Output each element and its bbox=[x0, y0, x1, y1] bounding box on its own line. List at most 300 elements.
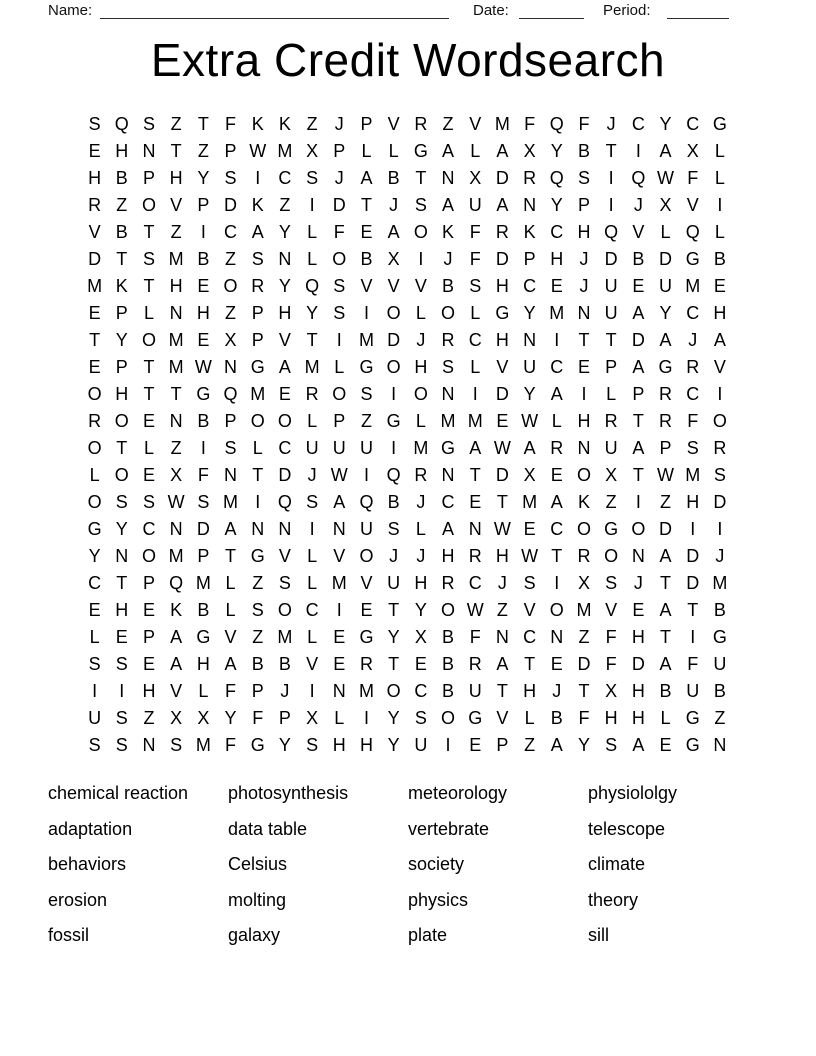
grid-letter: L bbox=[361, 141, 372, 161]
grid-letter: J bbox=[688, 330, 698, 350]
grid-letter: D bbox=[604, 249, 618, 269]
grid-letter: T bbox=[116, 249, 128, 269]
grid-letter: L bbox=[143, 438, 154, 458]
grid-letter: U bbox=[414, 735, 428, 755]
grid-letter: Y bbox=[278, 276, 291, 296]
grid-letter: O bbox=[87, 384, 102, 404]
grid-letter: N bbox=[523, 195, 537, 215]
grid-letter: L bbox=[143, 303, 154, 323]
grid-letter: Z bbox=[578, 627, 590, 647]
grid-letter: Z bbox=[170, 438, 182, 458]
grid-letter: T bbox=[578, 681, 590, 701]
grid-letter: P bbox=[523, 249, 536, 269]
word-list-item: vertebrate bbox=[408, 818, 490, 839]
grid-letter: I bbox=[309, 519, 315, 539]
grid-letter: E bbox=[333, 627, 346, 647]
grid-letter: T bbox=[496, 492, 508, 512]
grid-letter: Y bbox=[550, 195, 563, 215]
grid-letter: G bbox=[413, 141, 428, 161]
grid-letter: C bbox=[686, 114, 700, 134]
grid-letter: G bbox=[495, 303, 510, 323]
grid-letter: B bbox=[442, 654, 455, 674]
grid-letter: X bbox=[686, 141, 699, 161]
grid-letter: X bbox=[469, 168, 482, 188]
word-list-item: fossil bbox=[48, 925, 90, 946]
grid-letter: Y bbox=[523, 303, 536, 323]
grid-letter: J bbox=[334, 168, 344, 188]
grid-letter: J bbox=[389, 195, 399, 215]
grid-letter: J bbox=[497, 573, 507, 593]
grid-letter: O bbox=[386, 357, 401, 377]
grid-letter: M bbox=[223, 492, 239, 512]
grid-letter: M bbox=[87, 276, 103, 296]
grid-letter: S bbox=[306, 735, 319, 755]
word-list-column bbox=[588, 776, 768, 954]
grid-letter: S bbox=[523, 573, 536, 593]
grid-letter: E bbox=[713, 276, 726, 296]
grid-letter: S bbox=[713, 465, 726, 485]
grid-letter: U bbox=[305, 438, 319, 458]
grid-letter: P bbox=[278, 708, 291, 728]
grid-letter: K bbox=[115, 276, 128, 296]
grid-letter: L bbox=[415, 303, 426, 323]
grid-letter: L bbox=[470, 357, 481, 377]
grid-letter: I bbox=[635, 141, 641, 161]
grid-letter: L bbox=[415, 411, 426, 431]
grid-letter: A bbox=[387, 222, 400, 242]
grid-letter: M bbox=[358, 681, 374, 701]
grid-letter: Y bbox=[387, 627, 400, 647]
grid-letter: T bbox=[170, 141, 182, 161]
grid-letter: V bbox=[306, 654, 319, 674]
grid-letter: D bbox=[196, 519, 210, 539]
grid-letter: S bbox=[387, 519, 400, 539]
grid-letter: P bbox=[197, 546, 210, 566]
grid-letter: D bbox=[387, 330, 401, 350]
word-list-item: behaviors bbox=[48, 854, 127, 875]
grid-letter: R bbox=[88, 411, 102, 431]
grid-letter: V bbox=[170, 195, 183, 215]
grid-letter: O bbox=[250, 411, 265, 431]
grid-letter: Q bbox=[604, 222, 619, 242]
grid-letter: A bbox=[659, 546, 672, 566]
grid-letter: H bbox=[495, 276, 509, 296]
grid-letter: L bbox=[307, 627, 318, 647]
grid-letter: A bbox=[713, 330, 726, 350]
grid-letter: L bbox=[524, 708, 535, 728]
grid-letter: V bbox=[360, 573, 373, 593]
word-list-item: Celsius bbox=[228, 854, 288, 875]
grid-letter: J bbox=[416, 492, 426, 512]
grid-letter: H bbox=[115, 600, 129, 620]
grid-letter: J bbox=[606, 114, 616, 134]
grid-letter: Z bbox=[360, 411, 372, 431]
grid-letter: B bbox=[115, 222, 128, 242]
grid-letter: P bbox=[496, 735, 509, 755]
grid-letter: X bbox=[605, 465, 618, 485]
grid-letter: N bbox=[468, 519, 482, 539]
grid-letter: Z bbox=[524, 735, 536, 755]
grid-letter: I bbox=[554, 573, 560, 593]
grid-letter: W bbox=[194, 357, 212, 377]
grid-letter: S bbox=[333, 276, 346, 296]
grid-letter: A bbox=[442, 519, 455, 539]
grid-letter: C bbox=[468, 330, 482, 350]
grid-letter: S bbox=[251, 249, 264, 269]
grid-letter: H bbox=[142, 681, 156, 701]
grid-letter: S bbox=[306, 168, 319, 188]
grid-letter: R bbox=[414, 465, 428, 485]
grid-letter: R bbox=[251, 276, 265, 296]
grid-letter: R bbox=[495, 222, 509, 242]
grid-letter: E bbox=[550, 654, 563, 674]
grid-letter: Z bbox=[252, 627, 264, 647]
grid-letter: W bbox=[167, 492, 185, 512]
grid-letter: E bbox=[142, 600, 155, 620]
grid-letter: V bbox=[605, 600, 618, 620]
grid-letter: B bbox=[550, 708, 563, 728]
grid-letter: I bbox=[581, 384, 587, 404]
grid-letter: T bbox=[143, 357, 155, 377]
grid-letter: E bbox=[523, 519, 536, 539]
word-list-item: plate bbox=[408, 925, 448, 946]
grid-letter: M bbox=[195, 735, 211, 755]
grid-letter: M bbox=[168, 249, 184, 269]
grid-letter: M bbox=[195, 573, 211, 593]
grid-letter: S bbox=[414, 195, 427, 215]
grid-letter: V bbox=[170, 681, 183, 701]
grid-letter: U bbox=[713, 654, 727, 674]
grid-letter: H bbox=[278, 303, 292, 323]
grid-letter: K bbox=[170, 600, 183, 620]
grid-letter: H bbox=[115, 141, 129, 161]
grid-letter: G bbox=[712, 627, 727, 647]
grid-letter: A bbox=[632, 303, 645, 323]
date-label: Date: bbox=[473, 2, 509, 19]
grid-letter: C bbox=[523, 627, 537, 647]
grid-letter: H bbox=[169, 168, 183, 188]
grid-letter: W bbox=[521, 411, 539, 431]
grid-letter: S bbox=[88, 114, 101, 134]
grid-letter: B bbox=[197, 411, 210, 431]
grid-letter: L bbox=[334, 357, 345, 377]
grid-letter: V bbox=[387, 114, 400, 134]
grid-letter: D bbox=[686, 573, 700, 593]
grid-letter: Z bbox=[170, 114, 182, 134]
grid-letter: L bbox=[307, 222, 318, 242]
grid-letter: S bbox=[251, 600, 264, 620]
grid-letter: O bbox=[576, 519, 591, 539]
grid-letter: M bbox=[250, 384, 266, 404]
grid-letter: Y bbox=[659, 114, 672, 134]
grid-letter: N bbox=[332, 519, 346, 539]
grid-letter: W bbox=[493, 438, 511, 458]
grid-letter: Z bbox=[252, 573, 264, 593]
grid-letter: N bbox=[495, 627, 509, 647]
grid-letter: T bbox=[197, 114, 209, 134]
grid-letter: H bbox=[196, 654, 210, 674]
grid-letter: S bbox=[170, 735, 183, 755]
grid-letter: A bbox=[170, 654, 183, 674]
grid-letter: V bbox=[523, 600, 536, 620]
grid-letter: E bbox=[333, 654, 346, 674]
grid-letter: G bbox=[712, 114, 727, 134]
grid-letter: T bbox=[225, 546, 237, 566]
grid-letter: V bbox=[387, 276, 400, 296]
grid-letter: M bbox=[440, 411, 456, 431]
grid-letter: V bbox=[713, 357, 726, 377]
grid-letter: S bbox=[360, 384, 373, 404]
word-list-item: meteorology bbox=[408, 783, 508, 803]
grid-letter: M bbox=[168, 330, 184, 350]
grid-letter: J bbox=[416, 546, 426, 566]
grid-letter: S bbox=[224, 438, 237, 458]
grid-letter: F bbox=[687, 654, 699, 674]
grid-letter: G bbox=[441, 438, 456, 458]
grid-letter: L bbox=[660, 222, 671, 242]
grid-letter: J bbox=[715, 546, 725, 566]
grid-letter: F bbox=[578, 114, 590, 134]
grid-letter: O bbox=[359, 546, 374, 566]
grid-letter: F bbox=[469, 249, 481, 269]
word-list-item: climate bbox=[588, 854, 646, 875]
grid-letter: J bbox=[280, 681, 290, 701]
grid-letter: L bbox=[551, 411, 562, 431]
grid-letter: C bbox=[686, 384, 700, 404]
grid-letter: O bbox=[576, 465, 591, 485]
grid-letter: U bbox=[468, 681, 482, 701]
grid-letter: W bbox=[249, 141, 267, 161]
grid-letter: L bbox=[388, 141, 399, 161]
grid-letter: A bbox=[496, 141, 509, 161]
grid-letter: H bbox=[577, 411, 591, 431]
grid-letter: G bbox=[468, 708, 483, 728]
grid-letter: F bbox=[605, 654, 617, 674]
grid-letter: N bbox=[169, 411, 183, 431]
grid-letter: R bbox=[305, 384, 319, 404]
grid-letter: W bbox=[493, 519, 511, 539]
grid-letter: F bbox=[524, 114, 536, 134]
grid-letter: C bbox=[550, 222, 564, 242]
grid-letter: X bbox=[170, 465, 183, 485]
grid-letter: Z bbox=[170, 222, 182, 242]
grid-letter: U bbox=[604, 438, 618, 458]
grid-letter: R bbox=[659, 384, 673, 404]
grid-letter: Q bbox=[223, 384, 238, 404]
grid-letter: Y bbox=[659, 303, 672, 323]
grid-letter: G bbox=[604, 519, 619, 539]
worksheet-title: Extra Credit Wordsearch bbox=[150, 34, 666, 86]
grid-letter: K bbox=[577, 492, 590, 512]
grid-letter: H bbox=[196, 303, 210, 323]
grid-letter: Q bbox=[277, 492, 292, 512]
grid-letter: A bbox=[442, 195, 455, 215]
grid-letter: Y bbox=[414, 600, 427, 620]
grid-letter: V bbox=[414, 276, 427, 296]
grid-letter: L bbox=[334, 708, 345, 728]
grid-letter: D bbox=[659, 249, 673, 269]
grid-letter: F bbox=[333, 222, 345, 242]
grid-letter: V bbox=[360, 276, 373, 296]
grid-letter: D bbox=[224, 195, 238, 215]
grid-letter: K bbox=[251, 195, 264, 215]
grid-letter: I bbox=[690, 519, 696, 539]
grid-letter: A bbox=[632, 735, 645, 755]
grid-letter: M bbox=[277, 141, 293, 161]
grid-letter: T bbox=[605, 330, 617, 350]
grid-letter: T bbox=[660, 573, 672, 593]
grid-letter: M bbox=[685, 276, 701, 296]
grid-letter: O bbox=[141, 546, 156, 566]
grid-letter: W bbox=[657, 168, 675, 188]
grid-letter: N bbox=[142, 141, 156, 161]
grid-letter: I bbox=[554, 330, 560, 350]
grid-letter: X bbox=[523, 465, 536, 485]
grid-letter: B bbox=[115, 168, 128, 188]
grid-letter: T bbox=[116, 438, 128, 458]
grid-letter: G bbox=[386, 411, 401, 431]
grid-letter: E bbox=[469, 735, 482, 755]
grid-letter: V bbox=[469, 114, 482, 134]
grid-letter: G bbox=[359, 357, 374, 377]
grid-letter: F bbox=[578, 708, 590, 728]
grid-letter: P bbox=[251, 330, 264, 350]
grid-letter: T bbox=[143, 276, 155, 296]
grid-letter: Q bbox=[114, 114, 129, 134]
grid-letter: M bbox=[331, 573, 347, 593]
grid-letter: S bbox=[469, 276, 482, 296]
wordsearch-grid bbox=[81, 111, 734, 759]
grid-letter: E bbox=[142, 465, 155, 485]
grid-letter: A bbox=[251, 222, 264, 242]
grid-letter: U bbox=[686, 681, 700, 701]
grid-letter: O bbox=[441, 600, 456, 620]
grid-letter: D bbox=[495, 168, 509, 188]
grid-letter: L bbox=[198, 681, 209, 701]
grid-letter: W bbox=[330, 465, 348, 485]
grid-letter: O bbox=[332, 384, 347, 404]
grid-letter: M bbox=[494, 114, 510, 134]
grid-letter: D bbox=[713, 492, 727, 512]
grid-letter: I bbox=[717, 195, 723, 215]
word-list-item: sill bbox=[588, 925, 609, 946]
grid-letter: H bbox=[550, 249, 564, 269]
grid-letter: I bbox=[608, 195, 614, 215]
grid-letter: G bbox=[658, 357, 673, 377]
word-list-column bbox=[48, 776, 228, 954]
grid-letter: P bbox=[142, 168, 155, 188]
grid-letter: J bbox=[579, 249, 589, 269]
grid-letter: K bbox=[251, 114, 264, 134]
grid-letter: L bbox=[714, 141, 725, 161]
word-list-item: theory bbox=[588, 889, 639, 910]
grid-letter: A bbox=[550, 735, 563, 755]
grid-letter: S bbox=[115, 654, 128, 674]
grid-letter: Q bbox=[169, 573, 184, 593]
grid-letter: S bbox=[115, 735, 128, 755]
grid-letter: A bbox=[659, 654, 672, 674]
grid-letter: L bbox=[225, 573, 236, 593]
grid-letter: I bbox=[635, 492, 641, 512]
grid-letter: T bbox=[306, 330, 318, 350]
word-list-item: chemical reaction bbox=[48, 783, 189, 803]
word-list-item: data table bbox=[228, 818, 308, 839]
grid-letter: L bbox=[714, 168, 725, 188]
grid-letter: J bbox=[334, 114, 344, 134]
grid-letter: Q bbox=[685, 222, 700, 242]
name-blank-line bbox=[100, 3, 449, 19]
grid-letter: U bbox=[88, 708, 102, 728]
grid-letter: S bbox=[333, 303, 346, 323]
grid-letter: S bbox=[115, 492, 128, 512]
word-list-item: galaxy bbox=[228, 925, 281, 946]
grid-letter: P bbox=[142, 573, 155, 593]
grid-letter: I bbox=[717, 519, 723, 539]
grid-letter: T bbox=[496, 681, 508, 701]
grid-letter: X bbox=[523, 141, 536, 161]
grid-letter: S bbox=[142, 249, 155, 269]
grid-letter: Y bbox=[115, 330, 128, 350]
grid-letter: N bbox=[332, 681, 346, 701]
word-list-column bbox=[408, 776, 588, 954]
period-blank-line bbox=[667, 3, 729, 19]
grid-letter: L bbox=[225, 600, 236, 620]
grid-letter: P bbox=[659, 438, 672, 458]
grid-letter: H bbox=[359, 735, 373, 755]
grid-letter: S bbox=[605, 573, 618, 593]
grid-letter: J bbox=[443, 249, 453, 269]
grid-letter: E bbox=[414, 654, 427, 674]
grid-letter: B bbox=[387, 168, 400, 188]
grid-letter: T bbox=[388, 600, 400, 620]
grid-letter: C bbox=[414, 681, 428, 701]
grid-letter: O bbox=[549, 600, 564, 620]
grid-letter: I bbox=[445, 735, 451, 755]
grid-letter: E bbox=[632, 276, 645, 296]
grid-letter: Q bbox=[305, 276, 320, 296]
grid-letter: N bbox=[441, 384, 455, 404]
grid-letter: M bbox=[685, 465, 701, 485]
grid-letter: R bbox=[359, 654, 373, 674]
grid-letter: B bbox=[387, 492, 400, 512]
grid-letter: R bbox=[550, 438, 564, 458]
grid-letter: F bbox=[225, 681, 237, 701]
grid-letter: C bbox=[142, 519, 156, 539]
grid-letter: S bbox=[142, 492, 155, 512]
grid-letter: D bbox=[495, 465, 509, 485]
grid-letter: A bbox=[550, 492, 563, 512]
grid-letter: I bbox=[363, 465, 369, 485]
grid-letter: O bbox=[386, 681, 401, 701]
grid-letter: M bbox=[168, 357, 184, 377]
grid-letter: L bbox=[307, 573, 318, 593]
name-label: Name: bbox=[48, 2, 93, 19]
grid-letter: U bbox=[523, 357, 537, 377]
grid-letter: Z bbox=[225, 303, 237, 323]
grid-letter: P bbox=[605, 357, 618, 377]
grid-letter: E bbox=[142, 654, 155, 674]
grid-letter: T bbox=[116, 573, 128, 593]
grid-letter: O bbox=[114, 411, 129, 431]
grid-letter: E bbox=[360, 222, 373, 242]
grid-letter: G bbox=[196, 384, 211, 404]
grid-letter: A bbox=[442, 141, 455, 161]
word-list-item: physiololgy bbox=[588, 783, 678, 803]
grid-letter: D bbox=[659, 519, 673, 539]
grid-letter: G bbox=[196, 627, 211, 647]
grid-letter: H bbox=[332, 735, 346, 755]
grid-letter: G bbox=[685, 735, 700, 755]
